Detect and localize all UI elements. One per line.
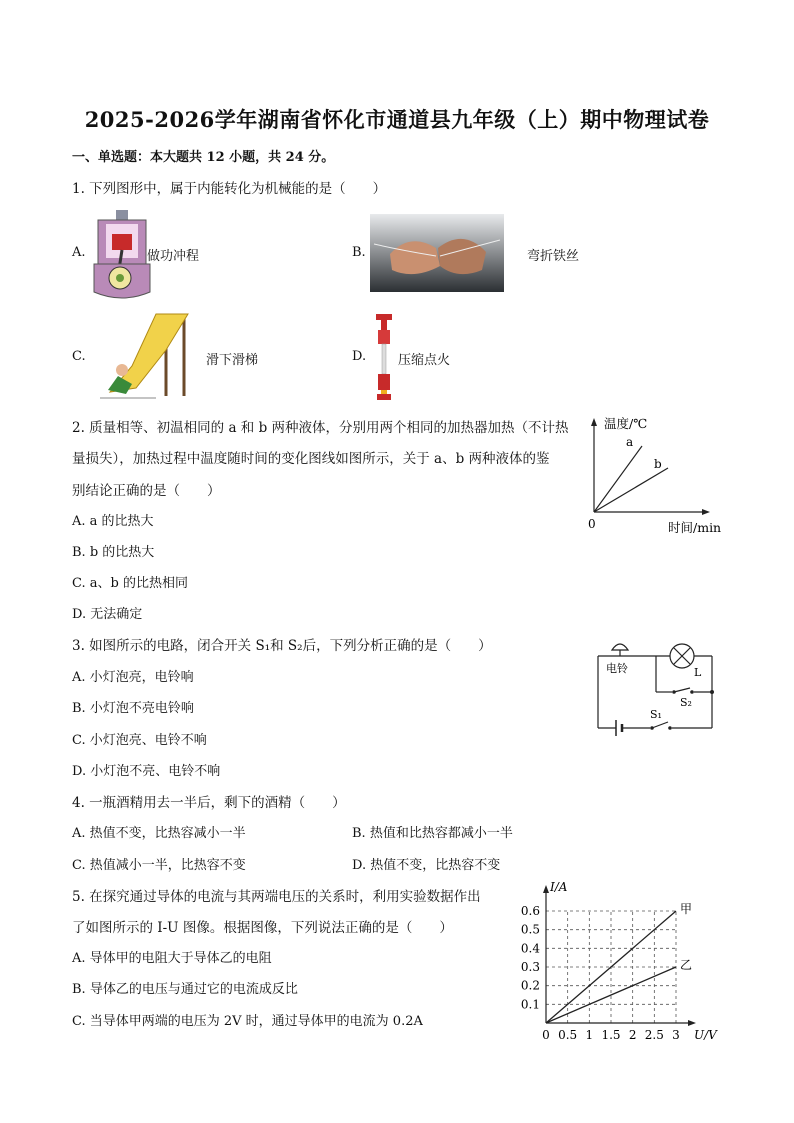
circuit-s2-label: S₂ <box>680 696 692 709</box>
chart-ylabel: I/A <box>550 880 568 894</box>
q5-option-a[interactable]: A. 导体甲的电阻大于导体乙的电阻 <box>72 951 272 966</box>
graph-line-b <box>594 468 668 512</box>
q2-stem-line1: 2. 质量相等、初温相同的 a 和 b 两种液体，分别用两个相同的加热器加热（不计热 <box>72 420 569 436</box>
y-axis-arrow-icon <box>543 885 549 893</box>
graph-label-a: a <box>626 435 634 449</box>
switch-s1-icon <box>652 722 668 728</box>
q4-option-a[interactable]: A. 热值不变，比热容减小一半 <box>72 826 246 841</box>
circuit-bell-label: 电铃 <box>606 662 628 675</box>
x-tick-label: 1.5 <box>601 1028 621 1042</box>
x-axis-arrow-icon <box>688 1020 696 1026</box>
q2-stem-line3: 别结论正确的是（ ） <box>72 483 221 499</box>
bell-icon <box>612 644 628 650</box>
q1-option-b-letter[interactable]: B. <box>352 245 366 260</box>
q3-option-a[interactable]: A. 小灯泡亮，电铃响 <box>72 670 194 685</box>
temperature-time-graph <box>582 410 732 540</box>
x-tick-label: 2 <box>628 1028 637 1042</box>
q1-option-c-text: 滑下滑梯 <box>206 353 259 368</box>
q3-option-d[interactable]: D. 小灯泡不亮、电铃不响 <box>72 764 221 779</box>
q5-option-c[interactable]: C. 当导体甲两端的电压为 2V 时，通过导体甲的电流为 0.2A <box>72 1014 423 1029</box>
graph-ylabel: 温度/℃ <box>604 416 648 431</box>
q1-option-d-text: 压缩点火 <box>398 353 451 368</box>
q1-option-c-letter[interactable]: C. <box>72 349 86 364</box>
q3-option-c[interactable]: C. 小灯泡亮、电铃不响 <box>72 733 207 748</box>
q5-option-b[interactable]: B. 导体乙的电压与通过它的电流成反比 <box>72 982 298 997</box>
bend-wire-image <box>370 214 504 292</box>
graph-line-a <box>594 446 642 512</box>
q1-option-b-text: 弯折铁丝 <box>527 249 580 264</box>
circuit-s1-label: S₁ <box>650 708 662 721</box>
q3-option-b[interactable]: B. 小灯泡不亮电铃响 <box>72 701 194 716</box>
y-tick-label: 0.1 <box>520 997 540 1012</box>
x-tick-label: 3 <box>672 1028 680 1042</box>
q2-option-c[interactable]: C. a、b 的比热相同 <box>72 576 188 591</box>
section-heading: 一、单选题：本大题共 12 小题，共 24 分。 <box>72 150 335 165</box>
y-tick-label: 0.6 <box>520 904 540 918</box>
x-tick-label: 0.5 <box>558 1028 578 1042</box>
q4-option-b[interactable]: B. 热值和比热容都减小一半 <box>352 826 513 841</box>
series-label-1: 甲 <box>680 902 693 916</box>
circuit-diagram <box>590 636 720 740</box>
page-title: 2025-2026学年湖南省怀化市通道县九年级（上）期中物理试卷 <box>84 107 710 132</box>
graph-label-b: b <box>654 457 662 471</box>
q4-option-d[interactable]: D. 热值不变，比热容不变 <box>352 858 501 873</box>
q3-stem: 3. 如图所示的电路，闭合开关 S₁和 S₂后，下列分析正确的是（ ） <box>72 638 492 654</box>
q2-option-b[interactable]: B. b 的比热大 <box>72 545 155 560</box>
graph-xlabel: 时间/min <box>668 520 722 535</box>
q1-stem: 1. 下列图形中，属于内能转化为机械能的是（ ） <box>72 181 387 197</box>
q2-option-d[interactable]: D. 无法确定 <box>72 607 143 622</box>
y-tick-label: 0.5 <box>520 922 540 937</box>
y-tick-label: 0.2 <box>520 978 540 993</box>
x-tick-label: 2.5 <box>644 1028 664 1042</box>
q2-option-a[interactable]: A. a 的比热大 <box>72 514 154 529</box>
x-tick-label: 1 <box>585 1028 594 1042</box>
q1-option-a-text: 做功冲程 <box>147 249 200 264</box>
iu-chart <box>510 880 734 1062</box>
switch-s2-icon <box>674 688 690 692</box>
x-tick-label: 0 <box>542 1028 550 1042</box>
q4-option-c[interactable]: C. 热值减小一半，比热容不变 <box>72 858 246 873</box>
q1-option-d-letter[interactable]: D. <box>352 349 367 364</box>
circuit-lamp-label: L <box>694 666 702 679</box>
series-label-2: 乙 <box>680 958 693 972</box>
y-axis-arrow-icon <box>591 418 597 426</box>
y-tick-label: 0.4 <box>520 941 540 956</box>
y-tick-label: 0.3 <box>520 960 540 974</box>
x-axis-arrow-icon <box>702 509 710 515</box>
graph-origin: 0 <box>588 517 596 531</box>
slide-image <box>96 310 194 400</box>
chart-xlabel: U/V <box>694 1028 717 1042</box>
q4-stem: 4. 一瓶酒精用去一半后，剩下的酒精（ ） <box>72 795 346 811</box>
compression-ignition-image <box>372 312 396 402</box>
q1-option-a-letter[interactable]: A. <box>72 245 86 260</box>
q5-stem-line1: 5. 在探究通过导体的电流与其两端电压的关系时，利用实验数据作出 <box>72 889 481 905</box>
q2-stem-line2: 量损失），加热过程中温度随时间的变化图线如图所示，关于 a、b 两种液体的鉴 <box>72 451 550 467</box>
q5-stem-line2: 了如图所示的 I-U 图像。根据图像，下列说法正确的是（ ） <box>72 920 453 936</box>
